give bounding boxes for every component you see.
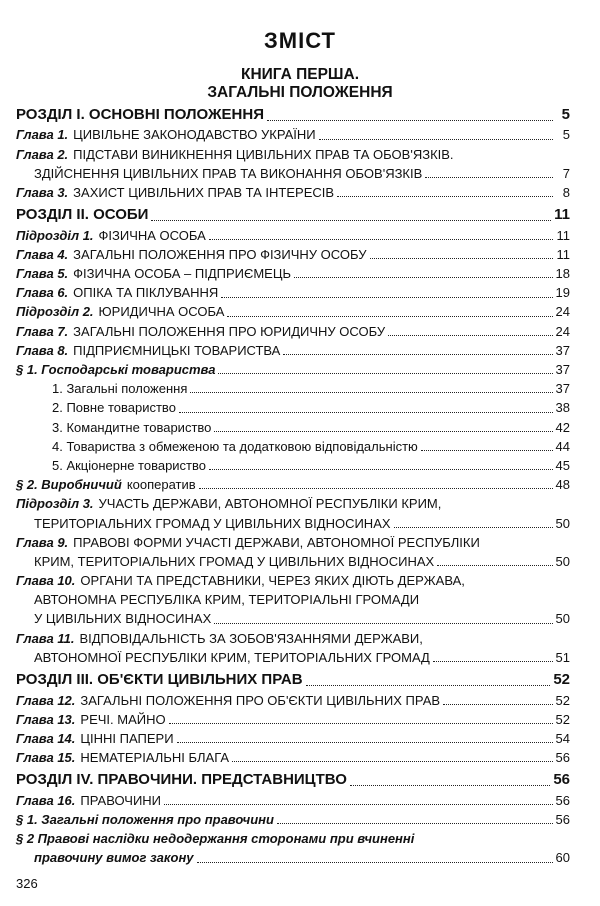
entry-label: Глава 10.: [16, 573, 76, 589]
entry-page: 56: [553, 771, 570, 789]
entry-page: 54: [555, 730, 570, 746]
entry-title: РЕЧІ. МАЙНО: [80, 711, 166, 727]
entry-page: 24: [555, 323, 570, 339]
entry-page: 11: [556, 246, 570, 262]
entry-label: Підрозділ 3.: [16, 496, 94, 512]
entry-page: 50: [555, 515, 570, 531]
entry-label: Глава 5.: [16, 266, 69, 282]
entry-title: ПІДПРИЄМНИЦЬКІ ТОВАРИСТВА: [73, 342, 281, 358]
entry-title-continued: правочину вимог закону: [34, 850, 194, 866]
dot-leader: [227, 316, 552, 317]
entry-title: 4. Товариства з обмеженою та додатковою відповідальністю: [52, 438, 418, 454]
entry-page: 42: [555, 419, 570, 435]
entry-title: ЮРИДИЧНА ОСОБА: [98, 304, 225, 320]
dot-leader: [169, 723, 553, 724]
dot-leader: [394, 527, 553, 528]
entry-page: 11: [554, 206, 570, 224]
entry-page: 8: [562, 185, 570, 201]
entry-title-continued: АВТОНОМНА РЕСПУБЛІКА КРИМ, ТЕРИТОРІАЛЬНІ ГРОМАДИ: [34, 592, 420, 608]
toc-entry: [16, 264, 570, 283]
dot-leader: [177, 742, 553, 743]
toc-entry: [16, 183, 570, 202]
entry-page: 37: [555, 362, 570, 378]
entry-title: ЗАГАЛЬНІ ПОЛОЖЕННЯ ПРО ЮРИДИЧНУ ОСОБУ: [73, 323, 386, 339]
toc-entry: [16, 769, 570, 791]
dot-leader: [267, 120, 553, 121]
toc-entry: [16, 691, 570, 710]
dot-leader: [443, 704, 552, 705]
entry-label: Глава 13.: [16, 711, 76, 727]
entry-label: Глава 16.: [16, 792, 76, 808]
entry-title: ОПІКА ТА ПІКЛУВАННЯ: [73, 285, 219, 301]
toc-entry-continuation: [16, 848, 570, 867]
entry-page: 45: [555, 457, 570, 473]
entry-page: 50: [555, 611, 570, 627]
entry-title: 2. Повне товариство: [52, 400, 176, 416]
entry-page: 52: [555, 692, 570, 708]
dot-leader: [151, 220, 551, 221]
dot-leader: [209, 239, 553, 240]
book-heading: [0, 66, 600, 102]
dot-leader: [370, 258, 554, 259]
toc-entry: [16, 748, 570, 767]
entry-title: ОРГАНИ ТА ПРЕДСТАВНИКИ, ЧЕРЕЗ ЯКИХ ДІЮТЬ ДЕРЖАВА,: [80, 573, 465, 589]
dot-leader: [437, 565, 552, 566]
dot-leader: [337, 196, 553, 197]
entry-page: 52: [555, 711, 570, 727]
dot-leader: [306, 685, 551, 686]
toc-entry: [16, 341, 570, 360]
entry-page: 50: [555, 553, 570, 569]
entry-label: Глава 11.: [16, 630, 75, 646]
toc-entry: [16, 418, 570, 437]
entry-title: § 1. Загальні положення про правочини: [16, 811, 274, 827]
toc-entry: [16, 226, 570, 245]
entry-page: 60: [555, 850, 570, 866]
entry-page: 37: [555, 342, 570, 358]
entry-label: Глава 6.: [16, 285, 69, 301]
dot-leader: [425, 177, 553, 178]
toc-entry: [16, 245, 570, 264]
entry-title: ПРАВОВІ ФОРМИ УЧАСТІ ДЕРЖАВИ, АВТОНОМНОЇ РЕСПУБЛІКИ: [73, 534, 480, 550]
entry-title: § 1. Господарські товариства: [16, 362, 216, 378]
dot-leader: [350, 785, 550, 786]
entry-title: кооператив: [126, 477, 196, 493]
entry-title: РОЗДІЛ ІІІ. ОБ'ЄКТИ ЦИВІЛЬНИХ ПРАВ: [16, 671, 303, 689]
entry-title: ФІЗИЧНА ОСОБА: [98, 227, 206, 243]
dot-leader: [209, 469, 553, 470]
toc-entry: [16, 145, 570, 164]
dot-leader: [433, 661, 553, 662]
entry-page: 19: [555, 285, 570, 301]
dot-leader: [214, 623, 552, 624]
page-number: 326: [16, 876, 38, 891]
entry-page: 51: [555, 649, 570, 665]
toc-entry: [16, 360, 570, 379]
entry-label: Підрозділ 1.: [16, 227, 94, 243]
entry-title: РОЗДІЛ IV. ПРАВОЧИНИ. ПРЕДСТАВНИЦТВО: [16, 771, 347, 789]
toc-entry: [16, 494, 570, 513]
entry-label: Глава 7.: [16, 323, 69, 339]
entry-page: 52: [553, 671, 570, 689]
entry-title: ПІДСТАВИ ВИНИКНЕННЯ ЦИВІЛЬНИХ ПРАВ ТА ОБОВ'ЯЗКІВ.: [73, 146, 454, 162]
entry-page: 5: [562, 127, 570, 143]
dot-leader: [179, 412, 553, 413]
entry-page: 11: [556, 227, 570, 243]
toc-entry-continuation: [16, 514, 570, 533]
entry-title-continued: АВТОНОМНОЇ РЕСПУБЛІКИ КРИМ, ТЕРИТОРІАЛЬНИХ ГРОМАД: [34, 649, 430, 665]
toc-entry-continuation: [16, 552, 570, 571]
entry-title: РОЗДІЛ ІІ. ОСОБИ: [16, 206, 149, 224]
entry-label: Глава 1.: [16, 127, 69, 143]
entry-title: РОЗДІЛ І. ОСНОВНІ ПОЛОЖЕННЯ: [16, 106, 264, 123]
toc-entry: [16, 126, 570, 145]
entry-page: 38: [555, 400, 570, 416]
entry-page: 56: [555, 792, 570, 808]
toc-entry: [16, 104, 570, 126]
entry-page: 7: [562, 165, 570, 181]
toc-entry: [16, 571, 570, 590]
toc-entry: [16, 629, 570, 648]
dot-leader: [199, 488, 553, 489]
toc-entry: [16, 303, 570, 322]
entry-page: 48: [555, 477, 570, 493]
dot-leader: [221, 297, 552, 298]
entry-title: 5. Акціонерне товариство: [52, 457, 207, 473]
dot-leader: [283, 354, 552, 355]
toc-entry-continuation: [16, 648, 570, 667]
toc-entry: [16, 283, 570, 302]
toc-entry: [16, 456, 570, 475]
dot-leader: [294, 277, 553, 278]
entry-label: Глава 2.: [16, 146, 69, 162]
entry-title-continued: ЗДІЙСНЕННЯ ЦИВІЛЬНИХ ПРАВ ТА ВИКОНАННЯ ОБОВ'ЯЗКІВ: [34, 165, 423, 181]
table-of-contents: [16, 102, 570, 868]
entry-page: 56: [555, 811, 570, 827]
toc-entry: [16, 322, 570, 341]
entry-label: Підрозділ 2.: [16, 304, 94, 320]
toc-entry: [16, 710, 570, 729]
toc-entry-continuation: [16, 590, 570, 609]
entry-title: ЗАГАЛЬНІ ПОЛОЖЕННЯ ПРО ОБ'ЄКТИ ЦИВІЛЬНИХ ПРАВ: [80, 692, 441, 708]
book-heading-line1: КНИГА ПЕРША.: [241, 66, 359, 83]
dot-leader: [232, 761, 552, 762]
toc-entry: [16, 204, 570, 226]
entry-page: 24: [555, 304, 570, 320]
entry-title-continued: КРИМ, ТЕРИТОРІАЛЬНИХ ГРОМАД У ЦИВІЛЬНИХ ВІДНОСИНАХ: [34, 553, 435, 569]
toc-entry: [16, 669, 570, 691]
page-title: ЗМІСТ: [264, 28, 336, 53]
entry-title: ПРАВОЧИНИ: [80, 792, 162, 808]
entry-label: Глава 14.: [16, 730, 76, 746]
dot-leader: [164, 804, 553, 805]
toc-entry: [16, 398, 570, 417]
toc-entry: [16, 791, 570, 810]
entry-title-continued: ТЕРИТОРІАЛЬНИХ ГРОМАД У ЦИВІЛЬНИХ ВІДНОСИНАХ: [34, 515, 391, 531]
entry-title-continued: У ЦИВІЛЬНИХ ВІДНОСИНАХ: [34, 611, 212, 627]
dot-leader: [421, 450, 553, 451]
dot-leader: [214, 431, 552, 432]
entry-title: ВІДПОВІДАЛЬНІСТЬ ЗА ЗОБОВ'ЯЗАННЯМИ ДЕРЖАВИ,: [79, 630, 423, 646]
toc-entry: [16, 379, 570, 398]
entry-page: 5: [561, 106, 570, 123]
entry-page: 56: [555, 750, 570, 766]
dot-leader: [319, 139, 553, 140]
entry-page: 18: [555, 266, 570, 282]
entry-title: ЦИВІЛЬНЕ ЗАКОНОДАВСТВО УКРАЇНИ: [73, 127, 316, 143]
entry-page: 37: [555, 381, 570, 397]
entry-title: § 2 Правові наслідки недодержання сторонами при вчиненні: [16, 831, 415, 847]
entry-label: Глава 15.: [16, 750, 76, 766]
entry-label: § 2. Виробничий: [16, 477, 122, 493]
toc-entry: [16, 475, 570, 494]
entry-title: 1. Загальні положення: [52, 381, 188, 397]
entry-label: Глава 9.: [16, 534, 69, 550]
entry-label: Глава 3.: [16, 185, 69, 201]
entry-title: ЦІННІ ПАПЕРИ: [80, 730, 174, 746]
book-heading-line2: ЗАГАЛЬНІ ПОЛОЖЕННЯ: [207, 84, 393, 101]
toc-entry: [16, 533, 570, 552]
entry-label: Глава 4.: [16, 246, 69, 262]
entry-label: Глава 12.: [16, 692, 76, 708]
toc-entry: [16, 810, 570, 829]
dot-leader: [388, 335, 552, 336]
entry-title: 3. Командитне товариство: [52, 419, 212, 435]
entry-label: Глава 8.: [16, 342, 69, 358]
entry-title: ЗАХИСТ ЦИВІЛЬНИХ ПРАВ ТА ІНТЕРЕСІВ: [73, 185, 335, 201]
toc-entry: [16, 829, 570, 848]
dot-leader: [197, 862, 553, 863]
toc-entry-continuation: [16, 610, 570, 629]
entry-title: ФІЗИЧНА ОСОБА – ПІДПРИЄМЕЦЬ: [73, 266, 292, 282]
toc-entry: [16, 729, 570, 748]
entry-title: ЗАГАЛЬНІ ПОЛОЖЕННЯ ПРО ФІЗИЧНУ ОСОБУ: [73, 246, 367, 262]
dot-leader: [277, 823, 553, 824]
dot-leader: [218, 373, 552, 374]
entry-title: УЧАСТЬ ДЕРЖАВИ, АВТОНОМНОЇ РЕСПУБЛІКИ КРИМ,: [98, 496, 442, 512]
dot-leader: [190, 392, 552, 393]
entry-title: НЕМАТЕРІАЛЬНІ БЛАГА: [80, 750, 230, 766]
toc-entry: [16, 437, 570, 456]
toc-entry-continuation: [16, 164, 570, 183]
entry-page: 44: [555, 438, 570, 454]
